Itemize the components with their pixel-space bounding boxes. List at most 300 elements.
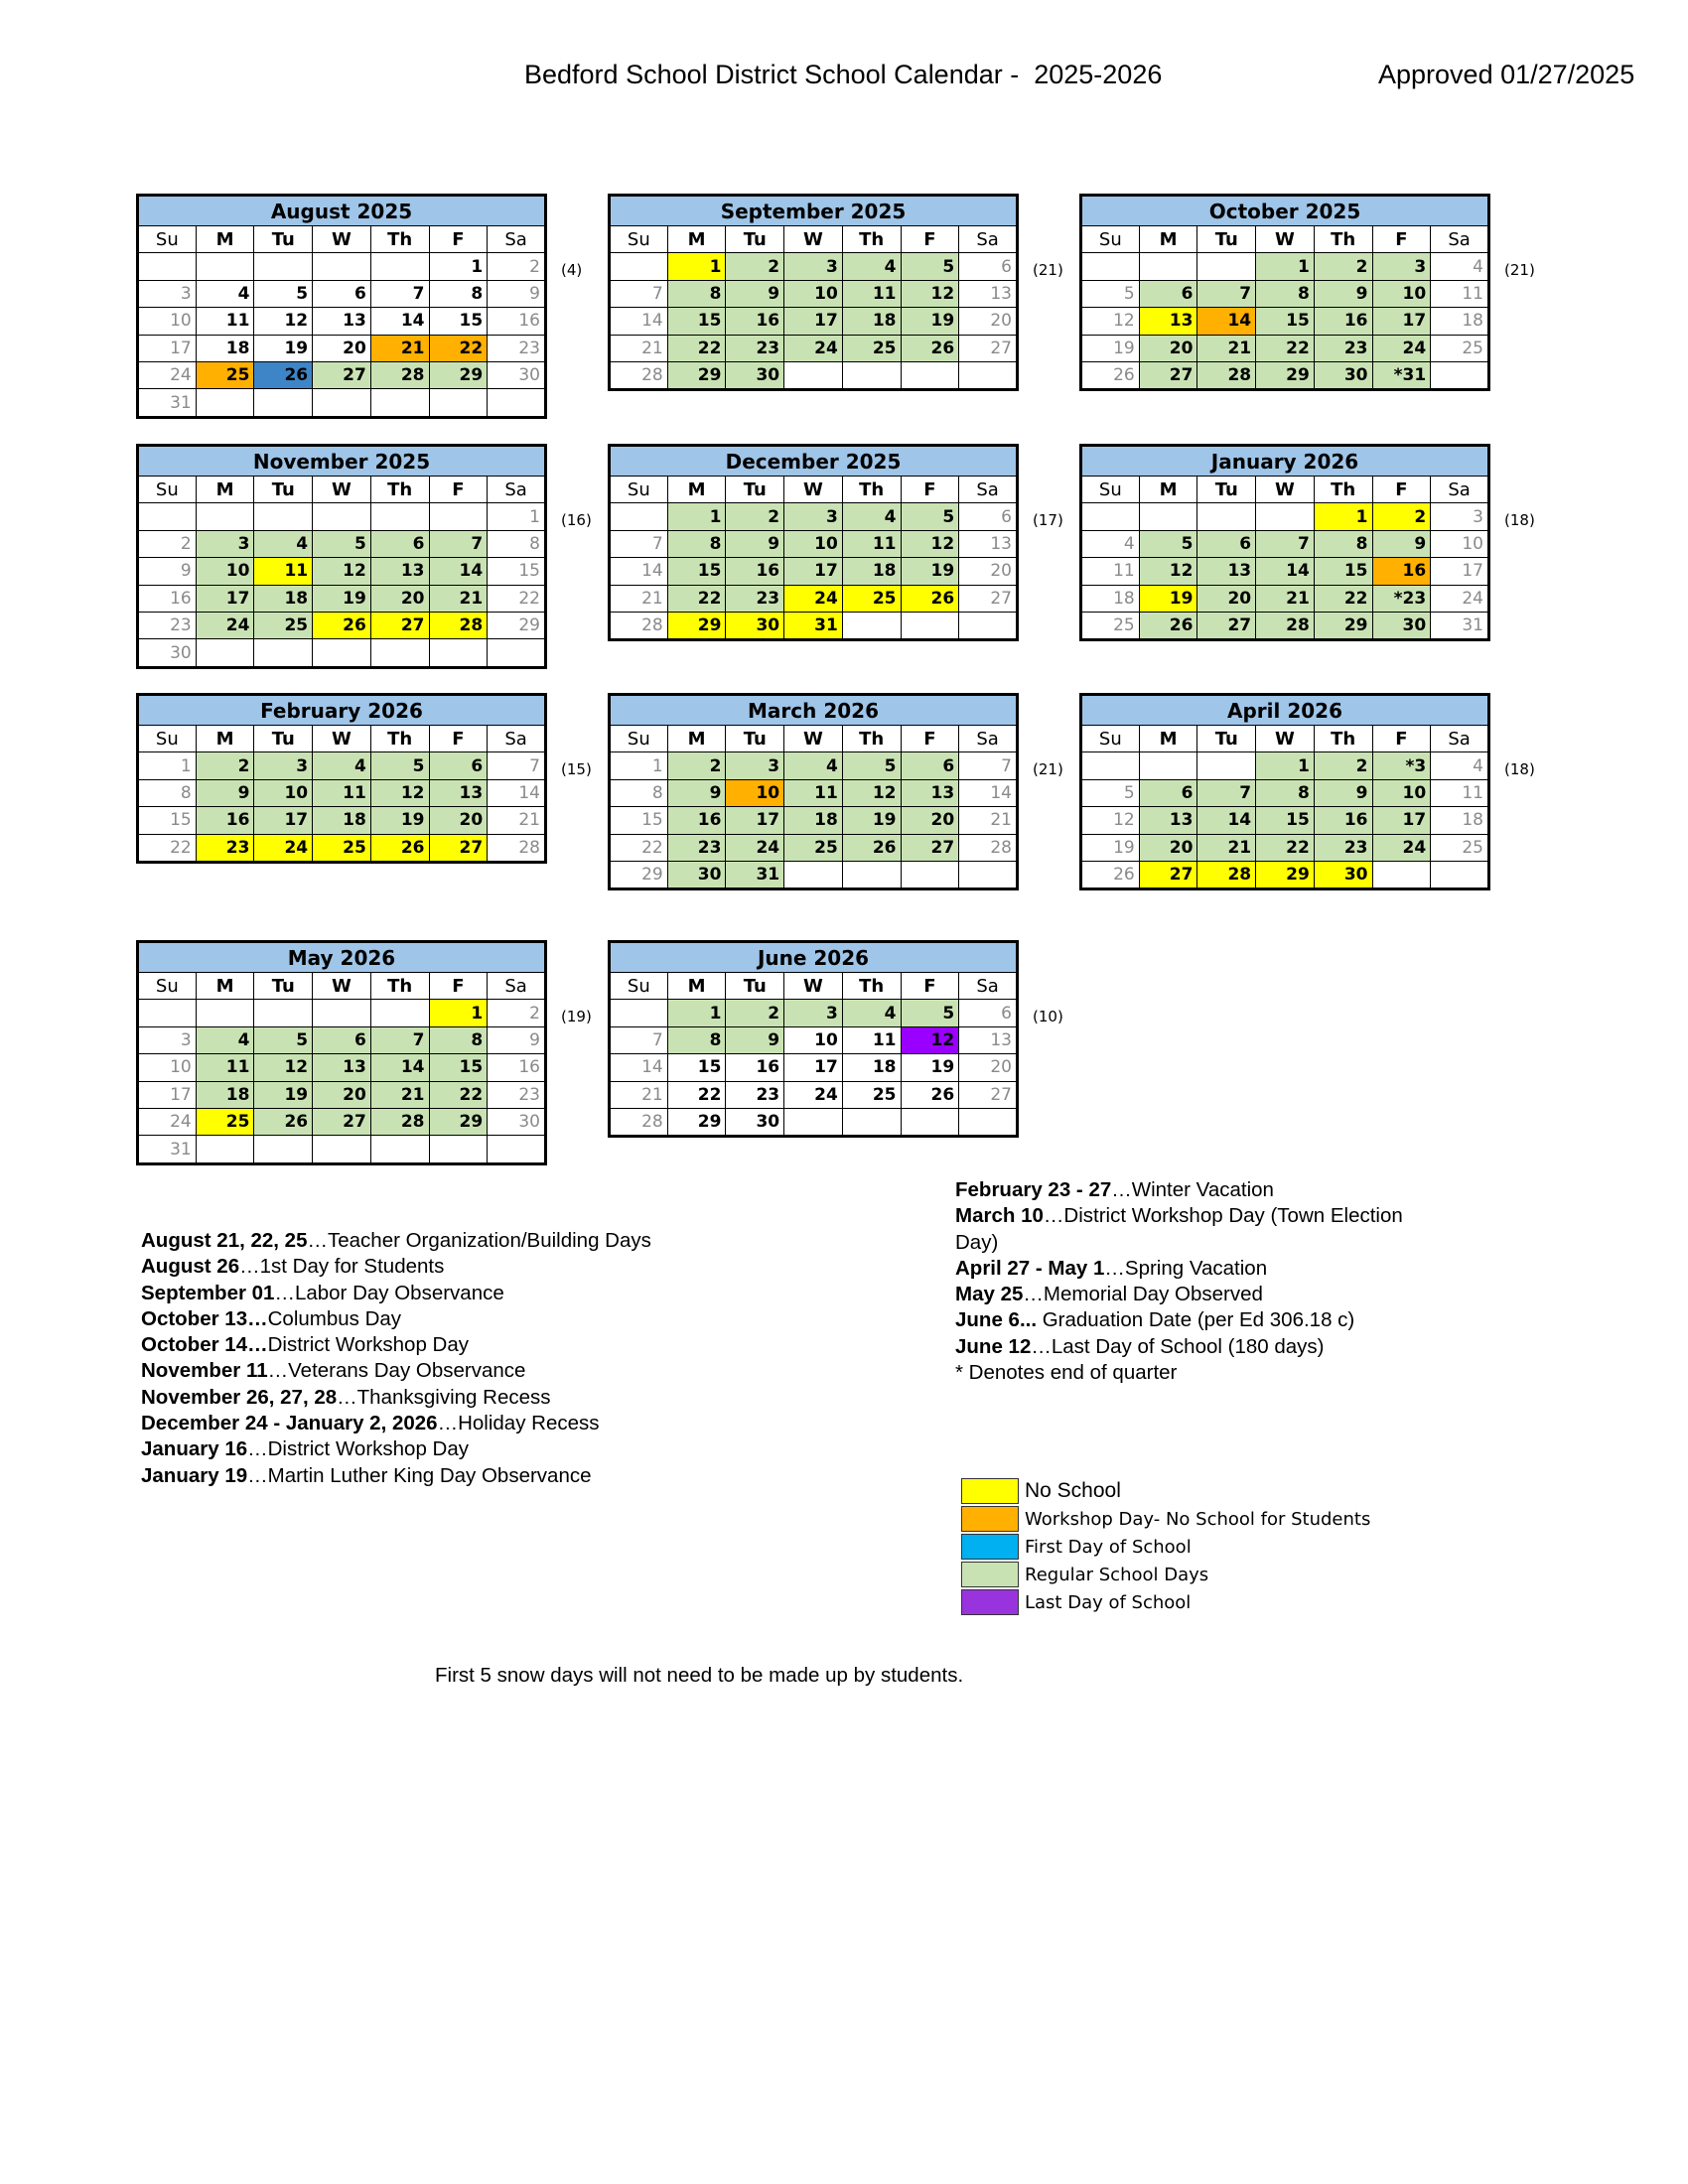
day-cell: 23	[488, 1081, 546, 1108]
day-header: W	[784, 726, 843, 752]
day-cell	[1081, 503, 1140, 530]
note-text: …Thanksgiving Recess	[337, 1385, 551, 1409]
week-row	[138, 558, 546, 585]
day-cell	[313, 639, 371, 667]
school-day-count: (15)	[561, 760, 592, 778]
day-cell: 5	[842, 752, 901, 779]
day-cell: 11	[784, 779, 843, 806]
day-cell: 30	[488, 1108, 546, 1135]
day-cell	[901, 612, 959, 639]
day-cell	[370, 1000, 429, 1026]
day-cell: 17	[784, 308, 843, 335]
day-cell: 24	[138, 1108, 197, 1135]
day-header: Sa	[488, 477, 546, 503]
day-cell: 22	[1256, 335, 1315, 361]
day-header: Su	[138, 226, 197, 253]
day-cell: 10	[1431, 530, 1489, 557]
day-cell: 21	[370, 1081, 429, 1108]
day-cell: 3	[784, 1000, 843, 1026]
note-date: May 25	[955, 1283, 1024, 1306]
day-header: M	[667, 973, 726, 1000]
day-cell	[1197, 253, 1256, 280]
day-cell: 20	[959, 558, 1018, 585]
day-cell: 30	[138, 639, 197, 667]
day-header: F	[901, 726, 959, 752]
month-table	[136, 693, 547, 864]
day-cell	[138, 503, 197, 530]
day-cell: 27	[959, 1081, 1018, 1108]
day-cell: 5	[313, 530, 371, 557]
day-cell: 20	[959, 308, 1018, 335]
day-cell	[196, 253, 254, 280]
note-text: …Veterans Day Observance	[267, 1359, 526, 1383]
day-cell: 19	[254, 1081, 313, 1108]
note-date: November 11	[141, 1359, 268, 1383]
note-date: August 26	[141, 1255, 240, 1279]
note-line	[141, 1358, 651, 1384]
day-cell	[1139, 253, 1197, 280]
day-cell: 29	[610, 861, 668, 888]
week-row	[1081, 335, 1489, 361]
day-cell: 26	[313, 612, 371, 638]
day-header: Tu	[1197, 726, 1256, 752]
day-cell	[313, 389, 371, 417]
week-row	[138, 585, 546, 612]
day-cell: 14	[1256, 558, 1315, 585]
note-line	[141, 1228, 651, 1254]
day-cell: 15	[667, 308, 726, 335]
day-header: Su	[610, 477, 668, 503]
day-cell: 4	[313, 752, 371, 779]
day-cell: 25	[1431, 335, 1489, 361]
day-cell: 13	[429, 779, 488, 806]
day-header: M	[1139, 226, 1197, 253]
day-cell: 26	[842, 834, 901, 861]
note-line	[141, 1385, 651, 1411]
week-row	[610, 612, 1018, 639]
day-cell: 7	[370, 1026, 429, 1053]
day-cell: 8	[488, 530, 546, 557]
month-title: April 2026	[1081, 695, 1489, 726]
note-date: January 19	[141, 1463, 248, 1487]
note-line	[141, 1281, 651, 1306]
day-cell: 3	[1372, 253, 1431, 280]
day-cell: 8	[429, 280, 488, 307]
month-6	[136, 693, 547, 864]
month-table	[1079, 693, 1490, 890]
day-cell: 15	[667, 1054, 726, 1081]
day-cell: 24	[1372, 335, 1431, 361]
day-cell: *23	[1372, 585, 1431, 612]
week-row	[610, 779, 1018, 806]
school-day-count: (21)	[1504, 261, 1535, 279]
month-table	[608, 444, 1019, 641]
day-cell: 8	[1256, 779, 1315, 806]
day-header: F	[429, 226, 488, 253]
day-header: F	[901, 226, 959, 253]
day-cell: 2	[1314, 752, 1372, 779]
day-cell: 3	[784, 253, 843, 280]
week-row	[1081, 308, 1489, 335]
day-cell: 25	[196, 1108, 254, 1135]
day-cell: 24	[196, 612, 254, 638]
day-cell	[370, 1136, 429, 1163]
day-cell	[429, 503, 488, 530]
day-cell: 27	[1139, 361, 1197, 389]
month-title: June 2026	[610, 942, 1018, 973]
day-cell: 17	[138, 1081, 197, 1108]
day-cell: 18	[313, 807, 371, 834]
day-cell: 5	[901, 1000, 959, 1026]
day-cell	[1431, 861, 1489, 888]
day-cell: 17	[138, 335, 197, 361]
day-cell: 30	[488, 361, 546, 388]
day-cell: 18	[1431, 308, 1489, 335]
day-cell: 15	[429, 308, 488, 335]
day-cell	[842, 1108, 901, 1136]
week-row	[138, 612, 546, 638]
day-cell	[254, 1000, 313, 1026]
day-cell: 25	[254, 612, 313, 638]
day-cell: 29	[1256, 361, 1315, 389]
day-cell: 16	[726, 1054, 784, 1081]
day-header: W	[313, 477, 371, 503]
day-cell: 7	[610, 530, 668, 557]
note-text: * Denotes end of quarter	[955, 1361, 1178, 1385]
week-row	[610, 1026, 1018, 1053]
day-cell	[313, 1000, 371, 1026]
day-cell: 13	[959, 1026, 1018, 1053]
week-row	[138, 280, 546, 307]
day-cell	[959, 361, 1018, 389]
day-cell: 15	[138, 807, 197, 834]
day-cell	[842, 361, 901, 389]
note-line	[141, 1306, 651, 1332]
day-cell: 24	[1431, 585, 1489, 612]
day-cell: 11	[842, 530, 901, 557]
day-header: M	[196, 726, 254, 752]
day-cell: 29	[667, 612, 726, 639]
day-cell: 13	[959, 530, 1018, 557]
day-cell: 14	[1197, 807, 1256, 834]
legend-item	[961, 1533, 1370, 1561]
school-day-count: (18)	[1504, 511, 1535, 529]
day-cell: 6	[959, 253, 1018, 280]
day-cell	[254, 503, 313, 530]
day-cell	[1081, 752, 1140, 779]
day-cell: 11	[254, 558, 313, 585]
note-date: April 27 - May 1	[955, 1256, 1105, 1280]
day-cell: 4	[842, 1000, 901, 1026]
day-header: F	[429, 726, 488, 752]
day-header: Tu	[726, 726, 784, 752]
day-cell: 6	[901, 752, 959, 779]
week-row	[1081, 752, 1489, 779]
day-header: Su	[1081, 477, 1140, 503]
day-header: Tu	[1197, 477, 1256, 503]
day-cell: 2	[1372, 503, 1431, 530]
note-text: …Spring Vacation	[1104, 1256, 1268, 1280]
note-line	[141, 1332, 651, 1358]
day-cell: 12	[901, 530, 959, 557]
day-cell	[196, 503, 254, 530]
legend-swatch	[961, 1478, 1019, 1504]
day-cell: 6	[313, 1026, 371, 1053]
note-text: …Memorial Day Observed	[1023, 1283, 1263, 1306]
day-header: Sa	[488, 726, 546, 752]
day-cell: 15	[1256, 807, 1315, 834]
day-cell	[313, 253, 371, 280]
day-cell: 27	[429, 834, 488, 862]
week-row	[610, 585, 1018, 612]
day-cell: 27	[959, 585, 1018, 612]
note-line	[955, 1307, 1472, 1333]
day-cell: 1	[667, 253, 726, 280]
note-line	[955, 1256, 1472, 1282]
day-header: Sa	[959, 973, 1018, 1000]
day-cell: 10	[138, 308, 197, 335]
day-cell: 18	[1081, 585, 1140, 612]
note-text: …Teacher Organization/Building Days	[307, 1229, 651, 1252]
day-cell: 8	[667, 1026, 726, 1053]
day-cell: 24	[784, 1081, 843, 1108]
day-cell	[429, 389, 488, 417]
legend-item	[961, 1588, 1370, 1616]
month-title: January 2026	[1081, 446, 1489, 477]
day-header: W	[1256, 226, 1315, 253]
day-header: Sa	[959, 477, 1018, 503]
day-cell: 28	[429, 612, 488, 638]
day-cell: 13	[1139, 807, 1197, 834]
week-row	[610, 253, 1018, 280]
day-cell: 12	[842, 779, 901, 806]
day-cell: 20	[313, 335, 371, 361]
week-row	[138, 1000, 546, 1026]
day-cell: 18	[196, 335, 254, 361]
day-cell: 11	[313, 779, 371, 806]
day-cell: 4	[1431, 752, 1489, 779]
week-row	[138, 1108, 546, 1135]
day-cell: 3	[138, 1026, 197, 1053]
day-cell: 20	[1197, 585, 1256, 612]
day-header: Tu	[254, 226, 313, 253]
day-cell: 28	[1256, 612, 1315, 639]
day-cell: 28	[959, 834, 1018, 861]
day-cell: 29	[1314, 612, 1372, 639]
day-cell: 2	[196, 752, 254, 779]
day-header: Su	[1081, 226, 1140, 253]
day-cell: 18	[1431, 807, 1489, 834]
legend-label: No School	[1025, 1479, 1121, 1502]
day-header: Sa	[1431, 726, 1489, 752]
day-cell: 21	[959, 807, 1018, 834]
day-cell: 28	[1197, 861, 1256, 888]
week-row	[138, 503, 546, 530]
day-cell: 29	[488, 612, 546, 638]
day-cell	[138, 1000, 197, 1026]
day-cell: 1	[1256, 253, 1315, 280]
note-date: September 01	[141, 1281, 275, 1304]
month-table	[608, 693, 1019, 890]
week-row	[138, 530, 546, 557]
day-cell: 19	[1139, 585, 1197, 612]
day-cell: 21	[1197, 834, 1256, 861]
day-cell: 27	[313, 1108, 371, 1135]
legend-swatch	[961, 1589, 1019, 1615]
day-cell: 1	[138, 752, 197, 779]
day-cell: 1	[1256, 752, 1315, 779]
note-line	[955, 1177, 1472, 1203]
day-header: F	[429, 477, 488, 503]
day-cell: 27	[313, 361, 371, 388]
day-cell: 26	[1139, 612, 1197, 639]
day-cell: 20	[1139, 335, 1197, 361]
day-cell	[784, 361, 843, 389]
day-cell	[370, 389, 429, 417]
day-cell: 3	[138, 280, 197, 307]
day-header: F	[1372, 477, 1431, 503]
day-cell: *3	[1372, 752, 1431, 779]
day-cell	[370, 639, 429, 667]
day-cell: 7	[959, 752, 1018, 779]
school-day-count: (19)	[561, 1008, 592, 1025]
month-1	[608, 194, 1019, 391]
day-cell: 8	[1256, 280, 1315, 307]
day-cell: 25	[1431, 834, 1489, 861]
legend-item	[961, 1561, 1370, 1588]
day-cell: 11	[196, 1054, 254, 1081]
week-row	[1081, 530, 1489, 557]
day-cell: 16	[1314, 308, 1372, 335]
day-cell: 4	[1081, 530, 1140, 557]
day-cell: 17	[1372, 308, 1431, 335]
school-day-count: (16)	[561, 511, 592, 529]
day-cell: 6	[959, 1000, 1018, 1026]
day-cell: 22	[429, 1081, 488, 1108]
note-date: August 21, 22, 25	[141, 1229, 308, 1252]
month-title: February 2026	[138, 695, 546, 726]
week-row	[138, 361, 546, 388]
day-cell: 2	[667, 752, 726, 779]
day-cell: 12	[1081, 308, 1140, 335]
day-header: M	[1139, 726, 1197, 752]
week-row	[138, 308, 546, 335]
day-cell: 12	[254, 1054, 313, 1081]
week-row	[610, 530, 1018, 557]
day-header: Su	[610, 973, 668, 1000]
note-text: …1st Day for Students	[239, 1255, 445, 1279]
month-title: September 2025	[610, 196, 1018, 226]
week-row	[610, 558, 1018, 585]
note-text: Columbus Day	[267, 1306, 402, 1330]
day-cell: 28	[488, 834, 546, 862]
month-2	[1079, 194, 1490, 391]
day-header: Sa	[1431, 226, 1489, 253]
day-cell: 23	[488, 335, 546, 361]
day-cell: 8	[667, 530, 726, 557]
day-cell: 4	[842, 253, 901, 280]
day-cell: 6	[313, 280, 371, 307]
day-cell: 16	[488, 308, 546, 335]
day-cell: 7	[1256, 530, 1315, 557]
day-cell: 23	[726, 1081, 784, 1108]
month-8	[1079, 693, 1490, 890]
day-cell: 26	[1081, 861, 1140, 888]
day-cell: 1	[610, 752, 668, 779]
week-row	[610, 280, 1018, 307]
day-cell: 9	[667, 779, 726, 806]
day-cell: 28	[370, 1108, 429, 1135]
day-header: Sa	[1431, 477, 1489, 503]
day-cell: 10	[726, 779, 784, 806]
note-text: District Workshop Day	[267, 1333, 469, 1357]
day-cell: 22	[667, 1081, 726, 1108]
day-cell: 21	[1197, 335, 1256, 361]
legend-swatch	[961, 1562, 1019, 1587]
day-header: Sa	[488, 226, 546, 253]
day-cell: 21	[370, 335, 429, 361]
week-row	[138, 834, 546, 862]
day-cell	[959, 1108, 1018, 1136]
day-cell	[901, 361, 959, 389]
day-cell: 22	[667, 585, 726, 612]
month-title: November 2025	[138, 446, 546, 477]
day-header: Th	[1314, 726, 1372, 752]
week-row	[138, 779, 546, 806]
note-text: …Holiday Recess	[437, 1412, 600, 1435]
week-row	[610, 1081, 1018, 1108]
day-cell: 12	[1081, 807, 1140, 834]
note-date: January 16	[141, 1437, 248, 1461]
day-cell: 11	[842, 1026, 901, 1053]
note-line	[141, 1463, 651, 1489]
month-title: August 2025	[138, 196, 546, 226]
day-cell: 11	[1431, 779, 1489, 806]
day-cell: 11	[1081, 558, 1140, 585]
day-cell: 3	[254, 752, 313, 779]
day-cell: 18	[254, 585, 313, 612]
day-cell: 17	[196, 585, 254, 612]
day-cell	[313, 1136, 371, 1163]
day-cell: 20	[370, 585, 429, 612]
day-cell: 10	[1372, 779, 1431, 806]
day-cell: 31	[138, 1136, 197, 1163]
day-cell: 16	[196, 807, 254, 834]
day-cell: 9	[726, 280, 784, 307]
day-cell: 22	[138, 834, 197, 862]
day-cell	[842, 612, 901, 639]
day-cell: 9	[488, 1026, 546, 1053]
day-cell: 26	[901, 1081, 959, 1108]
week-row	[1081, 558, 1489, 585]
day-cell	[313, 503, 371, 530]
day-cell: 30	[726, 361, 784, 389]
day-cell	[429, 1136, 488, 1163]
day-cell: 31	[784, 612, 843, 639]
day-cell: 15	[1314, 558, 1372, 585]
day-cell	[488, 1136, 546, 1163]
day-cell: 28	[370, 361, 429, 388]
day-cell: 17	[254, 807, 313, 834]
week-row	[610, 1000, 1018, 1026]
day-cell: 24	[784, 585, 843, 612]
week-row	[138, 253, 546, 280]
day-cell: 18	[784, 807, 843, 834]
day-cell: 26	[901, 585, 959, 612]
day-header: F	[1372, 726, 1431, 752]
note-text: …Martin Luther King Day Observance	[247, 1463, 592, 1487]
day-cell: 10	[784, 1026, 843, 1053]
